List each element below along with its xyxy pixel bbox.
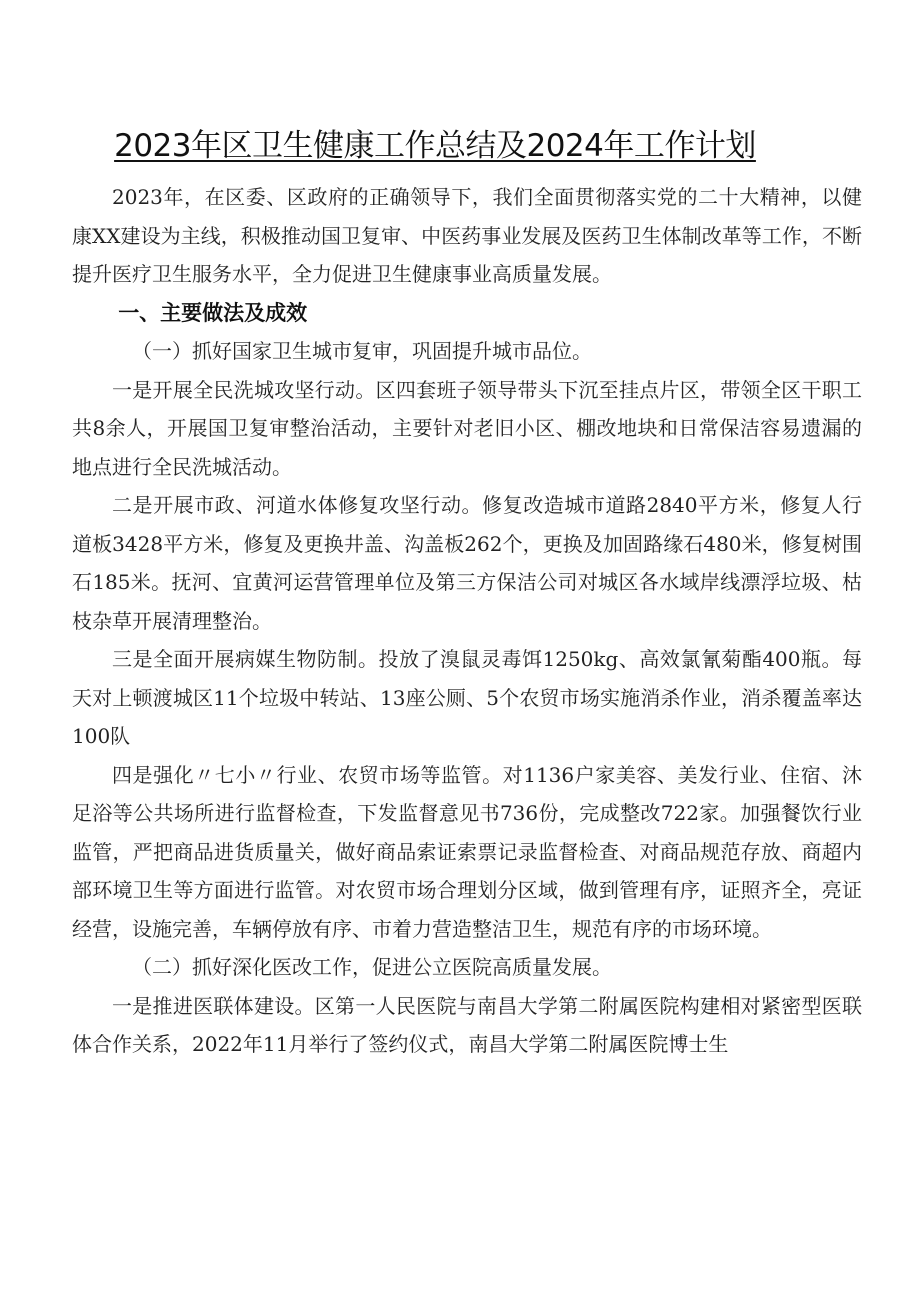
intro-paragraph: 2023年，在区委、区政府的正确领导下，我们全面贯彻落实党的二十大精神，以健康XX建设为主线，积极推动国卫复审、中医药事业发展及医药卫生体制改革等工作，不断提升医疗卫生服务水平，全力促进卫生健康事业高质量发展。: [72, 185, 862, 286]
paragraph-item-2: 二是开展市政、河道水体修复攻坚行动。修复改造城市道路2840平方米，修复人行道板3428平方米，修复及更换井盖、沟盖板262个，更换及加固路缘石480米，修复树围石185米。抚河、宜黄河运营管理单位及第三方保洁公司对城区各水域岸线漂浮垃圾、枯枝杂草开展清理整治。: [72, 493, 862, 633]
paragraph-item-1: 一是开展全民洗城攻坚行动。区四套班子领导带头下沉至挂点片区，带领全区干职工共8余人，开展国卫复审整治活动，主要针对老旧小区、棚改地块和日常保洁容易遗漏的地点进行全民洗城活动。: [72, 377, 862, 479]
document-body: [72, 178, 862, 1064]
subsection-heading-1: （一）抓好国家卫生城市复审，巩固提升城市品位。: [132, 339, 592, 363]
paragraph-item-3: 三是全面开展病媒生物防制。投放了溴鼠灵毒饵1250kg、高效氯氰菊酯400瓶。每天对上顿渡城区11个垃圾中转站、13座公厕、5个农贸市场实施消杀作业，消杀覆盖率达100队: [72, 647, 862, 748]
document-title-text: 2023年区卫生健康工作总结及2024年工作计划: [114, 128, 756, 164]
section-heading-1: 一、主要做法及成效: [118, 300, 308, 325]
paragraph-item-5: 一是推进医联体建设。区第一人民医院与南昌大学第二附属医院构建相对紧密型医联体合作关系，2022年11月举行了签约仪式，南昌大学第二附属医院博士生: [72, 993, 862, 1056]
subsection-heading-2: （二）抓好深化医改工作，促进公立医院高质量发展。: [132, 955, 612, 979]
document-title: [0, 124, 870, 168]
paragraph-item-4: 四是强化〃七小〃行业、农贸市场等监管。对1136户家美容、美发行业、住宿、沐足浴等公共场所进行监督检查，下发监督意见书736份，完成整改722家。加强餐饮行业监管，严把商品进货质量关，做好商品索证索票记录监督检查、对商品规范存放、商超内部环境卫生等方面进行监管。对农贸市场合理划分区域，做到管理有序，证照齐全，亮证经营，设施完善，车辆停放有序、市着力营造整洁卫生，规范有序的市场环境。: [72, 762, 862, 941]
